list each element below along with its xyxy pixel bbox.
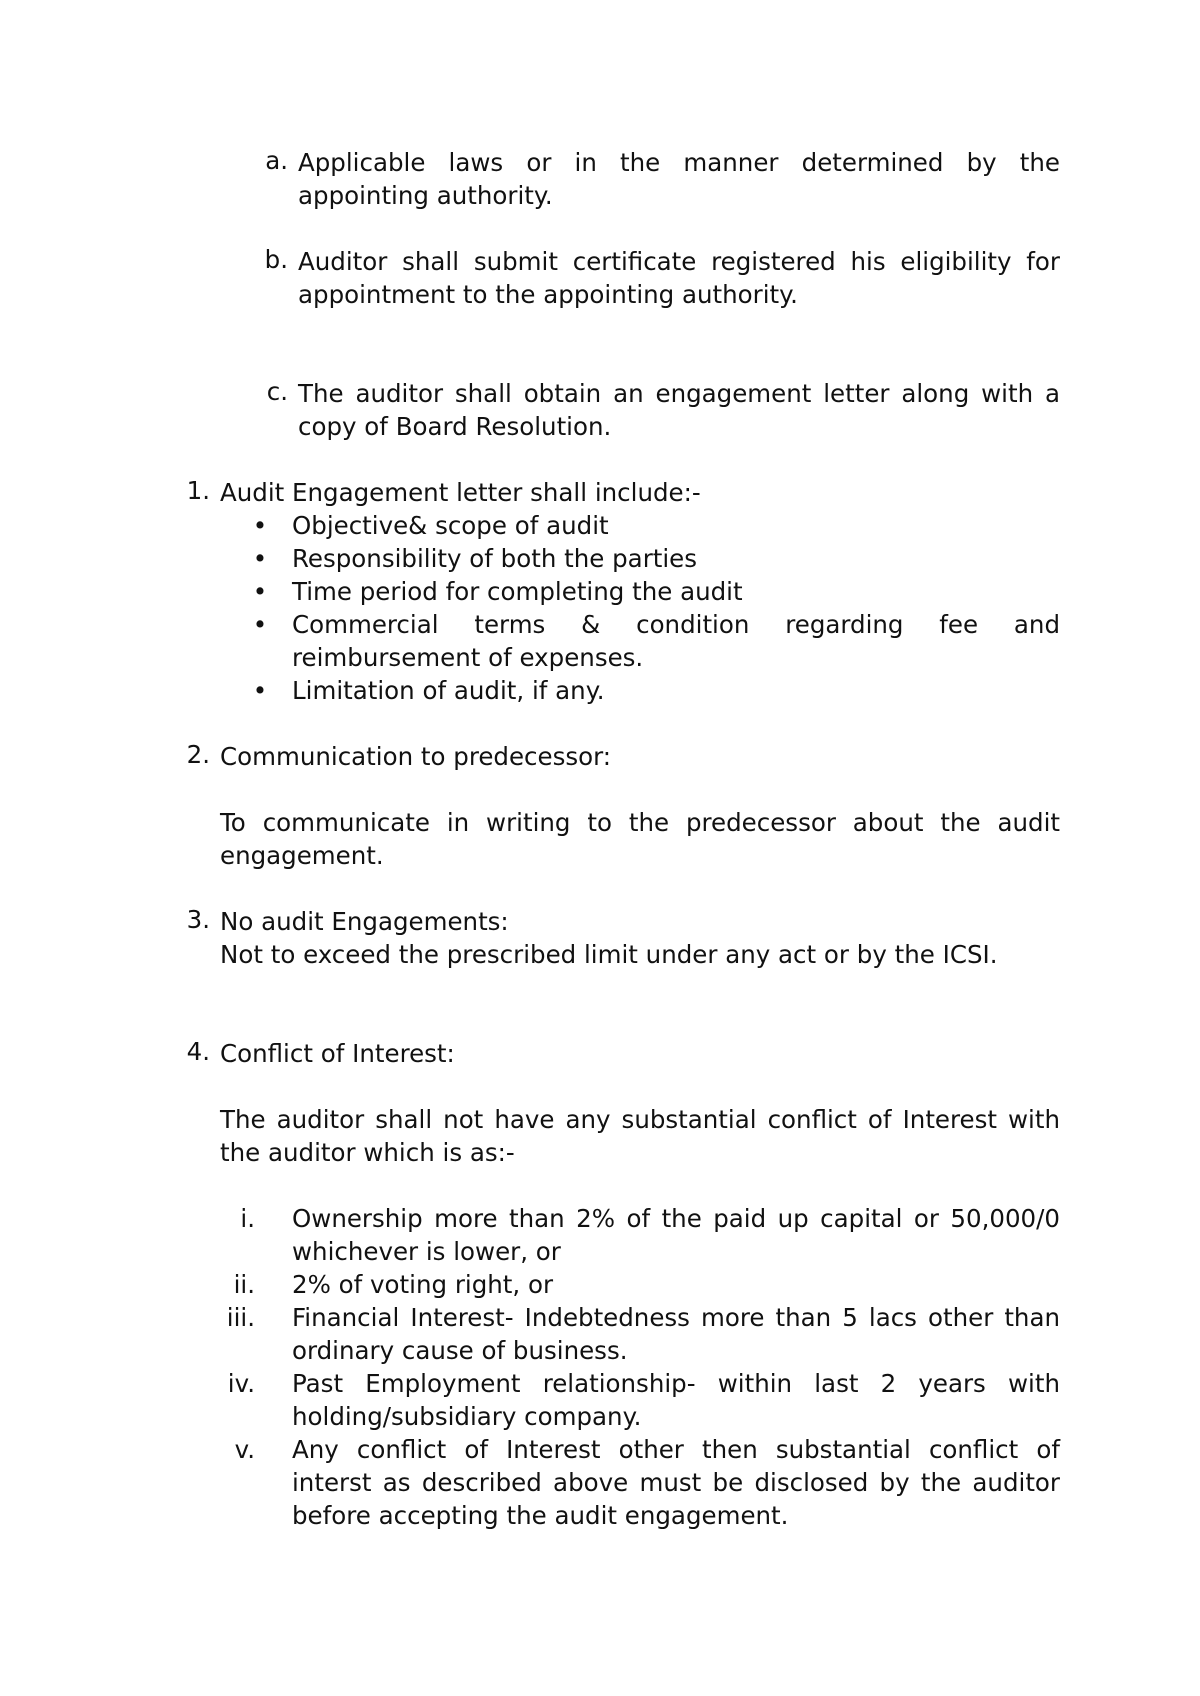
section-2-heading: Communication to predecessor: [220, 742, 612, 771]
section-4-marker: 4. [186, 1037, 210, 1066]
bullet-icon: • [252, 676, 268, 705]
section-4-body: The auditor shall not have any substantial conflict of Interest with the auditor which is as:- [220, 1105, 1060, 1167]
bullet-icon: • [252, 511, 268, 540]
section-3-heading: No audit Engagements: [220, 907, 509, 936]
bullet-icon: • [252, 544, 268, 573]
roman-marker-ii: ii. [233, 1270, 255, 1299]
list-marker-a: a. [265, 146, 288, 175]
bullet-item-4: Commercial terms & condition regarding fee and reimbursement of expenses. [292, 610, 1060, 672]
roman-marker-v: v. [234, 1435, 255, 1464]
bullet-icon: • [252, 577, 268, 606]
list-item-a: Applicable laws or in the manner determined by the appointing authority. [298, 148, 1060, 210]
list-marker-b: b. [264, 245, 288, 274]
section-4-heading: Conflict of Interest: [220, 1039, 455, 1068]
roman-marker-iv: iv. [227, 1369, 255, 1398]
section-3-body: Not to exceed the prescribed limit under any act or by the ICSI. [220, 940, 998, 969]
section-1-heading: Audit Engagement letter shall include:- [220, 478, 701, 507]
bullet-item-5: Limitation of audit, if any. [292, 676, 605, 705]
bullet-icon: • [252, 610, 268, 639]
bullet-item-3: Time period for completing the audit [292, 577, 743, 606]
roman-item-v: Any conflict of Interest other then substantial conflict of interst as described above must be disclosed by the auditor before accepting the audit engagement. [292, 1435, 1060, 1530]
section-2-marker: 2. [186, 740, 210, 769]
list-item-b: Auditor shall submit certificate registered his eligibility for appointment to the appointing authority. [298, 247, 1060, 309]
roman-item-i: Ownership more than 2% of the paid up capital or 50,000/0 whichever is lower, or [292, 1204, 1060, 1266]
roman-item-iv: Past Employment relationship- within last 2 years with holding/subsidiary company. [292, 1369, 1060, 1431]
roman-marker-iii: iii. [226, 1303, 255, 1332]
list-marker-c: c. [266, 377, 288, 406]
roman-marker-i: i. [240, 1204, 255, 1233]
bullet-item-1: Objective& scope of audit [292, 511, 609, 540]
roman-item-iii: Financial Interest- Indebtedness more than 5 lacs other than ordinary cause of business. [292, 1303, 1060, 1365]
roman-item-ii: 2% of voting right, or [292, 1270, 554, 1299]
section-1-marker: 1. [186, 476, 210, 505]
section-3-marker: 3. [186, 905, 210, 934]
bullet-item-2: Responsibility of both the parties [292, 544, 698, 573]
list-item-c: The auditor shall obtain an engagement letter along with a copy of Board Resolution. [298, 379, 1060, 441]
section-2-body: To communicate in writing to the predecessor about the audit engagement. [220, 808, 1060, 870]
